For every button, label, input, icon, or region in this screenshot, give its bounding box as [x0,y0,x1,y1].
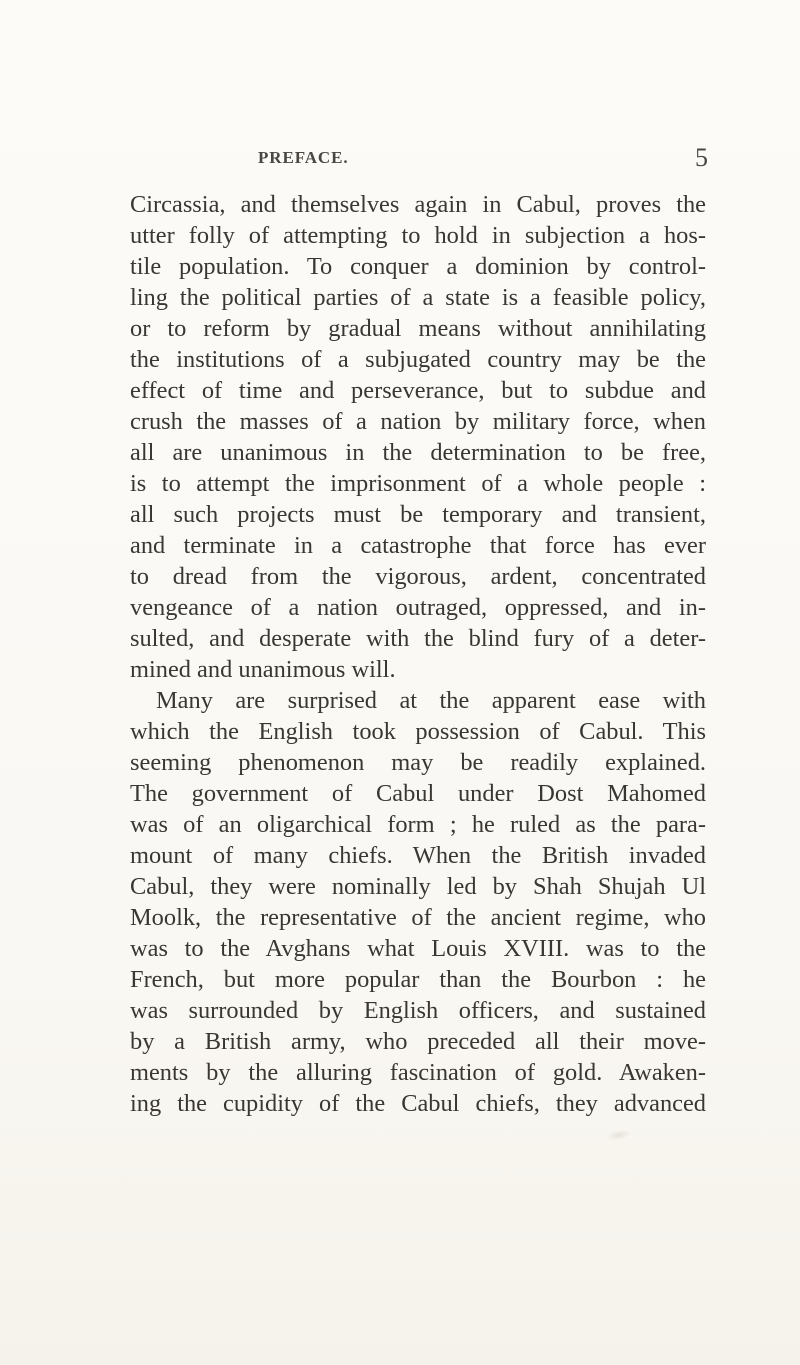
text-line: the institutions of a subjugated country may be the [130,346,706,373]
text-line: or to reform by gradual means without annihilating [130,315,706,342]
text-line: Moolk, the representative of the ancient regime, who [130,904,706,931]
text-line: was surrounded by English officers, and sustained [130,997,706,1024]
text-line: and terminate in a catastrophe that force has ever [130,532,706,559]
text-line: Circassia, and themselves again in Cabul, proves the [130,191,706,218]
text-line: Cabul, they were nominally led by Shah Shujah Ul [130,873,706,900]
text-line: ling the political parties of a state is a feasible policy, [130,284,706,311]
text-line: mined and unanimous will. [130,656,396,683]
text-line: mount of many chiefs. When the British invaded [130,842,706,869]
text-line: utter folly of attempting to hold in subjection a hos- [130,222,706,249]
text-line: is to attempt the imprisonment of a whole people : [130,470,706,497]
paper-smudge [605,1127,633,1142]
text-line: vengeance of a nation outraged, oppressed, and in- [130,594,706,621]
text-line: Many are surprised at the apparent ease with [156,687,706,714]
text-line: sulted, and desperate with the blind fury of a deter- [130,625,706,652]
text-line: which the English took possession of Cabul. This [130,718,706,745]
text-line: to dread from the vigorous, ardent, concentrated [130,563,706,590]
body-text [130,189,706,1119]
text-line: French, but more popular than the Bourbon : he [130,966,706,993]
text-line: tile population. To conquer a dominion by control- [130,253,706,280]
text-line: all are unanimous in the determination to be free, [130,439,706,466]
text-line: crush the masses of a nation by military force, when [130,408,706,435]
text-line: was of an oligarchical form ; he ruled as the para- [130,811,706,838]
text-line: The government of Cabul under Dost Mahomed [130,780,706,807]
running-head: PREFACE. [258,148,349,167]
text-line: ing the cupidity of the Cabul chiefs, they advanced [130,1090,706,1117]
text-line: seeming phenomenon may be readily explained. [130,749,706,776]
text-line: ments by the alluring fascination of gold. Awaken- [130,1059,706,1086]
text-line: all such projects must be temporary and transient, [130,501,706,528]
page-number: 5 [695,143,708,172]
text-line: effect of time and perseverance, but to subdue and [130,377,706,404]
text-line: by a British army, who preceded all their move- [130,1028,706,1055]
text-line: was to the Avghans what Louis XVIII. was to the [130,935,706,962]
